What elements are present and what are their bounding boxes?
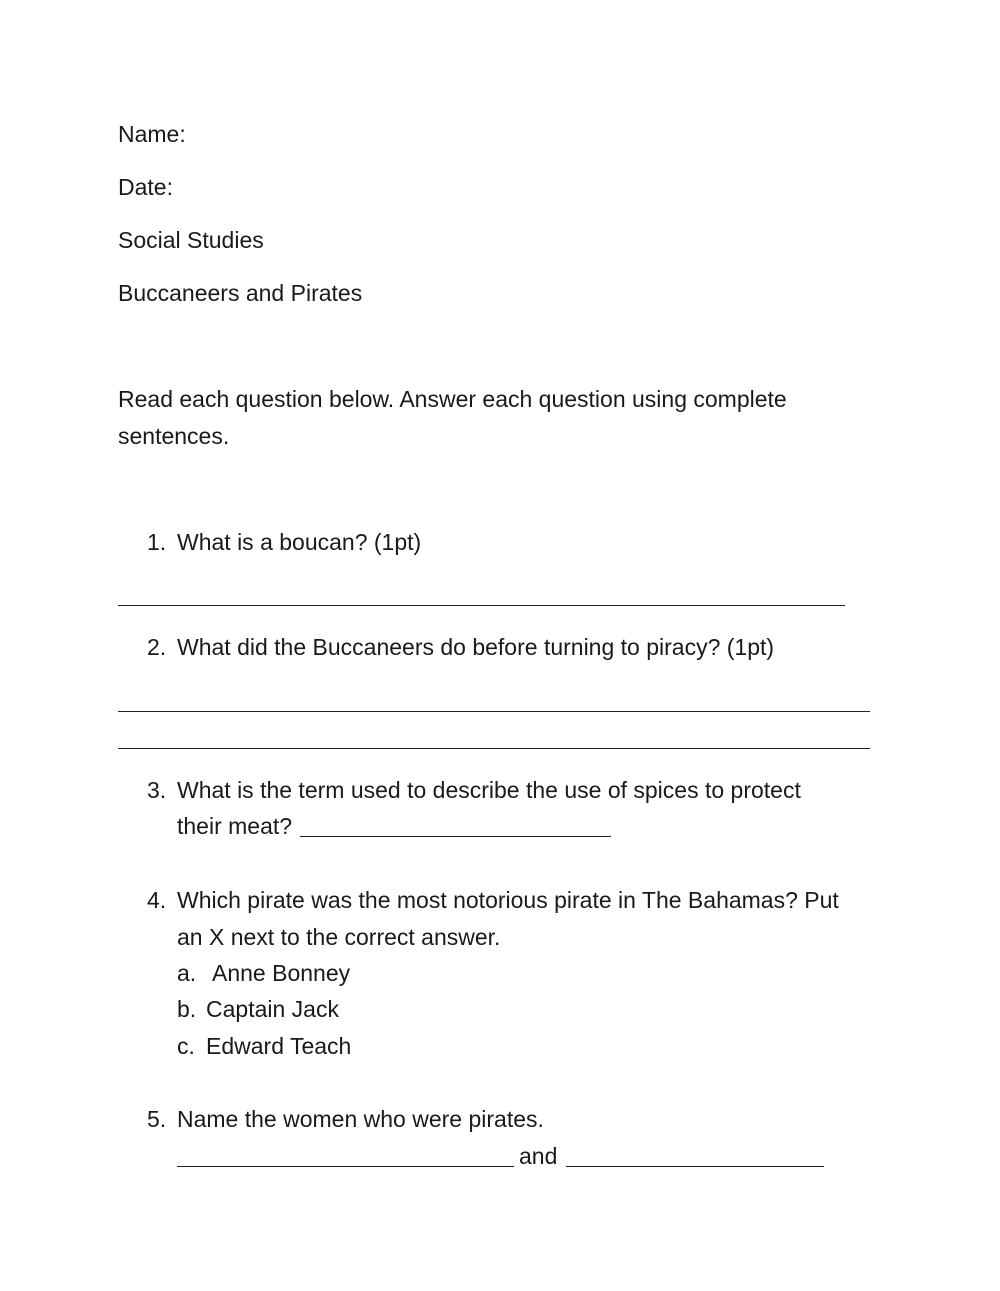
question-3-number: 3. (147, 777, 167, 803)
question-5-answer-line-1[interactable] (177, 1166, 514, 1167)
question-5-text: Name the women who were pirates. (177, 1106, 544, 1132)
question-3-answer-line[interactable] (300, 836, 611, 837)
question-3-text-line-2: their meat? (177, 813, 293, 839)
question-4-text-line-2: an X next to the correct answer. (177, 924, 501, 950)
question-2-answer-line-1[interactable] (118, 711, 870, 712)
instructions-line-1: Read each question below. Answer each question using complete (118, 386, 787, 412)
option-a-text[interactable]: Anne Bonney (212, 960, 351, 986)
option-c-letter: c. (177, 1033, 195, 1059)
question-1-answer-line[interactable] (118, 605, 845, 606)
question-1-number: 1. (147, 529, 167, 555)
question-1-text: What is a boucan? (1pt) (177, 529, 422, 555)
option-b-letter: b. (177, 996, 197, 1022)
instructions-line-2: sentences. (118, 423, 230, 449)
question-5-answer-line-2[interactable] (566, 1166, 824, 1167)
name-label: Name: (118, 121, 186, 147)
question-3-text-line-1: What is the term used to describe the use of spices to protect (177, 777, 801, 803)
question-4-number: 4. (147, 887, 167, 913)
question-2-answer-line-2[interactable] (118, 748, 870, 749)
question-4-text-line-1: Which pirate was the most notorious pirate in The Bahamas? Put (177, 887, 839, 913)
option-b-text[interactable]: Captain Jack (206, 996, 339, 1022)
subject-label: Social Studies (118, 227, 264, 253)
question-5-connector: and (519, 1143, 558, 1169)
option-a-letter: a. (177, 960, 197, 986)
topic-title: Buccaneers and Pirates (118, 280, 363, 306)
question-5-number: 5. (147, 1106, 167, 1132)
question-2-text: What did the Buccaneers do before turning to piracy? (1pt) (177, 634, 775, 660)
date-label: Date: (118, 174, 173, 200)
option-c-text[interactable]: Edward Teach (206, 1033, 352, 1059)
question-2-number: 2. (147, 634, 167, 660)
